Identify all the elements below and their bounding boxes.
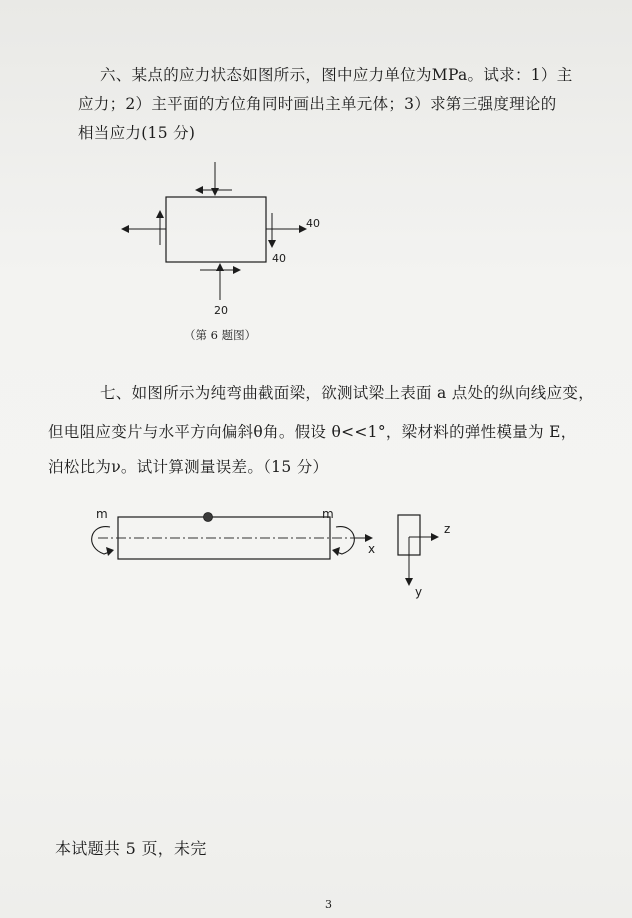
q7-line-1: 七、如图所示为纯弯曲截面梁，欲测试梁上表面 a 点处的纵向线应变， — [100, 384, 594, 402]
q6-figure-caption: （第 6 题图） — [184, 328, 257, 342]
label-m-left: m — [96, 507, 108, 521]
q7-line-2: 但电阻应变片与水平方向偏斜θ角。假设 θ<<1°，梁材料的弹性模量为 E， — [48, 423, 577, 441]
label-shear: 40 — [272, 252, 286, 265]
q7-line-3: 泊松比为ν。试计算测量误差。（15 分） — [48, 458, 329, 476]
q6-line-2: 应力；2）主平面的方位角同时画出主单元体；3）求第三强度理论的 — [78, 95, 557, 113]
label-y-axis: y — [415, 585, 423, 599]
label-m-right: m — [322, 507, 334, 521]
label-z-axis: z — [444, 522, 451, 536]
label-vertical: 20 — [214, 304, 228, 317]
q6-line-3: 相当应力(15 分) — [78, 124, 196, 142]
footer-note: 本试题共 5 页，未完 — [55, 839, 207, 858]
page-number: 3 — [325, 898, 333, 911]
q6-line-1: 六、某点的应力状态如图所示，图中应力单位为MPa。试求：1）主 — [100, 66, 573, 84]
label-x-axis: x — [368, 542, 376, 556]
label-right-normal: 40 — [306, 217, 320, 230]
point-a-dot — [204, 513, 213, 522]
